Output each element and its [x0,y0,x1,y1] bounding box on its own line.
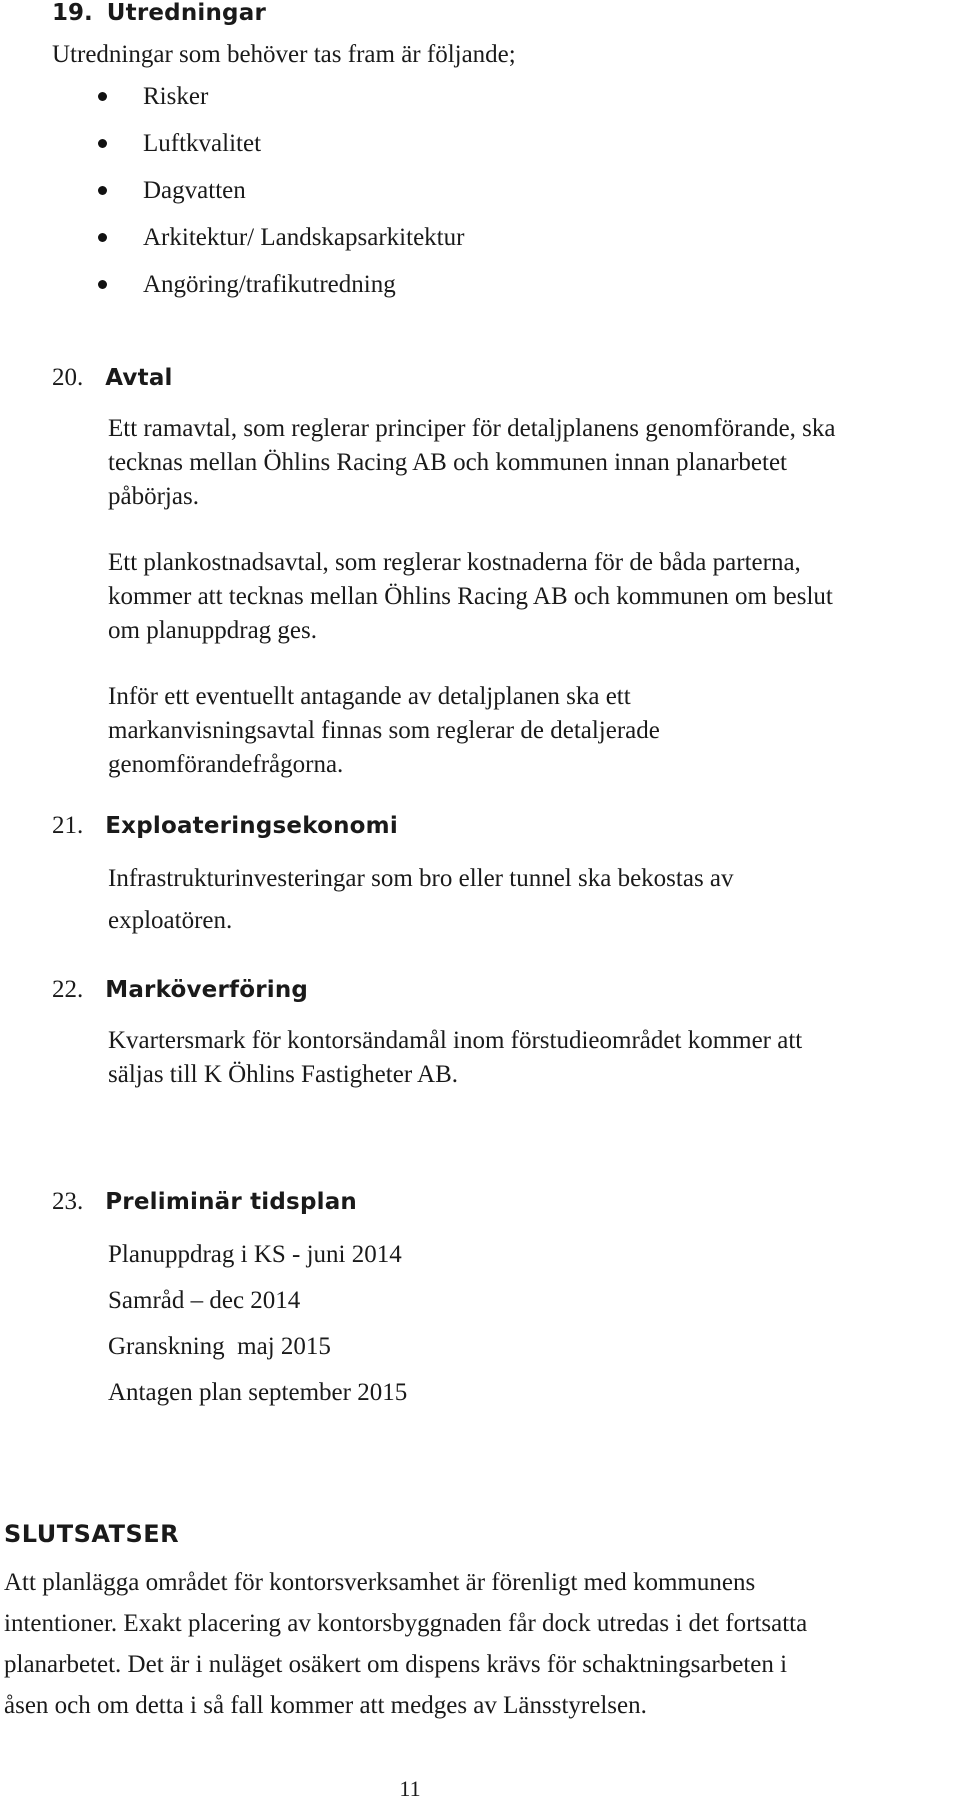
section-19-intro: Utredningar som behöver tas fram är följande; [52,41,516,68]
section-20-paragraph-2: Ett plankostnadsavtal, som reglerar kostnaderna för de båda parterna, kommer att tecknas mellan Öhlins Racing AB och kommunen om beslut om planuppdrag ges. [108,549,833,644]
bullet-icon [98,280,107,289]
section-23-number: 23. [52,1188,84,1215]
section-20-number: 20. [52,364,84,391]
section-19-number: 19. [52,0,93,26]
section-19-title: Utredningar [106,0,266,26]
section-19-heading [52,0,266,26]
section-21-text: Infrastrukturinvesteringar som bro eller tunnel ska bekostas av exploatören. [108,865,734,934]
list-item: Dagvatten [98,174,858,221]
bullet-icon [98,92,107,101]
bullet-icon [98,186,107,195]
page-number: 11 [399,1776,421,1801]
section-21-title: Exploateringsekonomi [105,813,398,839]
section-23-title: Preliminär tidsplan [105,1189,357,1215]
section-20-paragraph-1: Ett ramavtal, som reglerar principer för detaljplanens genomförande, ska tecknas mellan Öhlins Racing AB och kommunen innan planarbetet påbörjas. [108,415,836,510]
section-22-title: Marköverföring [105,977,309,1003]
section-22-heading [52,976,308,1004]
list-item: Angöring/trafikutredning [98,268,858,315]
bullet-icon [98,139,107,148]
section-22-number: 22. [52,976,84,1003]
section-20-heading [52,364,173,392]
bullet-icon [98,233,107,242]
timeline-line-3: Granskning maj 2015 [108,1333,331,1360]
list-item: Risker [98,80,858,127]
section-23-heading [52,1188,357,1216]
conclusion-title: SLUTSATSER [4,1520,180,1548]
timeline-line-1: Planuppdrag i KS - juni 2014 [108,1241,402,1268]
section-20-title: Avtal [105,365,173,391]
section-19-list [98,80,858,315]
conclusion-text: Att planlägga området för kontorsverksamhet är förenligt med kommunens intentioner. Exakt placering av kontorsbyggnaden får dock utredas i det fortsatta planarbetet. Det är i nuläget osäkert om dispens krävs för schaktningsarbeten i åsen och om detta i så fall kommer att medges av Länsstyrelsen. [4,1569,808,1719]
section-22-text: Kvartersmark för kontorsändamål inom förstudieområdet kommer att säljas till K Öhlins Fastigheter AB. [108,1027,803,1088]
timeline-line-4: Antagen plan september 2015 [108,1379,408,1406]
timeline-line-2: Samråd – dec 2014 [108,1287,301,1314]
section-21-number: 21. [52,812,84,839]
list-item: Arkitektur/ Landskapsarkitektur [98,221,858,268]
list-item: Luftkvalitet [98,127,858,174]
section-20-paragraph-3: Inför ett eventuellt antagande av detaljplanen ska ett markanvisningsavtal finnas som reglerar de detaljerade genomförandefrågorna. [108,683,660,778]
section-21-heading [52,812,398,840]
